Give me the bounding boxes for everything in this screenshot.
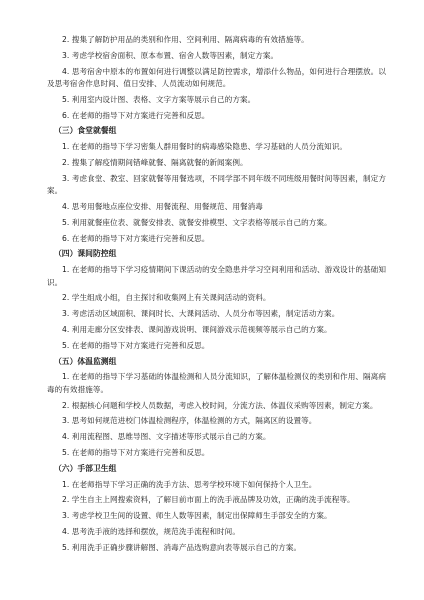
- para-lodging-5: 5. 利用室内设计图、表格、文字方案等展示自己的方案。: [62, 94, 256, 104]
- para-recess-4: 4. 利用走廊分区安排表、课间游戏说明、课间游戏示范视频等展示自己的方案。: [62, 324, 332, 334]
- para-dining-4: 4. 思考用餐地点座位安排、用餐流程、用餐规范、用餐消毒: [62, 201, 263, 211]
- para-hand-3: 3. 考虑学校卫生间的设置、师生人数等因素，制定出保障师生手部安全的方案。: [62, 511, 332, 521]
- para-hand-4: 4. 思考洗手液的选择和摆放，规范洗手流程和时间。: [62, 526, 240, 536]
- para-recess-3: 3. 考虑活动区域面积、课间时长、大课间活动、人员分布等因素，制定活动方案。: [62, 309, 340, 319]
- para-recess-2: 2. 学生组成小组，自主探讨和收集网上有关课间活动的资料。: [62, 293, 271, 303]
- para-temperature-4: 4. 利用流程图、思维导图、文字描述等形式展示自己的方案。: [62, 432, 271, 442]
- para-hand-2: 2. 学生自主上网搜索资料，了解目前市面上的洗手液品牌及功效，正确的洗手流程等。: [62, 495, 355, 505]
- section-heading-hand-hygiene: （六）手部卫生组: [54, 463, 117, 473]
- para-temperature-1: 1. 在老师的指导下学习基础的体温检测和人员分流知识，了解体温检测仪的类别和作用、隔离病毒的有效措施等。: [47, 372, 386, 394]
- para-hand-5: 5. 利用洗手正确步骤讲解图、消毒产品选购意向表等展示自己的方案。: [62, 542, 302, 552]
- para-dining-5: 5. 利用就餐座位表、就餐安排表、就餐安排模型、文字表格等展示自己的方案。: [62, 217, 332, 227]
- para-dining-6: 6. 在老师的指导下对方案进行完善和反思。: [62, 233, 210, 243]
- para-lodging-3: 3. 考虑学校宿舍面积、原本布置、宿舍人数等因素，制定方案。: [62, 50, 279, 60]
- para-dining-3: 3. 考虑食堂、教室、回家就餐等用餐选项，不同学部不同年级不同班级用餐时间等因素，制定方案。: [47, 173, 386, 196]
- section-heading-recess: （四）课间防控组: [54, 249, 117, 259]
- para-temperature-2: 2. 根据核心问题和学校人员数据，考虑入校时间，分流方法、体温仪采购等因素，制定方案。: [62, 400, 378, 410]
- para-recess-1: 1. 在老师的指导下学习疫情期间下课活动的安全隐患并学习空间利用和活动、游戏设计的基础知识。: [47, 265, 386, 287]
- para-dining-2: 2. 搜集了解疫情期间错峰就餐、隔离就餐的新闻案例。: [62, 157, 248, 167]
- para-recess-5: 5. 在老师的指导下对方案进行完善和反思。: [62, 340, 210, 350]
- para-lodging-4: 4. 思考宿舍中原本的布置如何进行调整以满足防控需求，增添什么物品，如何进行合理摆放。以及思考宿舍作息时间、值日安排、人员流动如何规范。: [47, 66, 386, 88]
- para-lodging-2: 2. 搜集了解防护用品的类别和作用、空间利用、隔离病毒的有效措施等。: [62, 35, 309, 44]
- para-dining-1: 1. 在老师的指导下学习密集人群用餐时的病毒感染隐患、学习基础的人员分流知识。: [62, 142, 347, 152]
- para-temperature-3: 3. 思考如何规范进校门体温检测程序，体温检测的方式，隔离区的设置等。: [62, 416, 317, 426]
- section-heading-dining: （三）食堂就餐组: [54, 126, 117, 136]
- para-lodging-6: 6. 在老师的指导下对方案进行完善和反思。: [62, 110, 210, 120]
- section-heading-temperature: （五）体温监测组: [54, 356, 117, 366]
- para-hand-1: 1. 在老师指导下学习正确的洗手方法、思考学校环境下如何保持个人卫生。: [62, 479, 317, 489]
- para-temperature-5: 5. 在老师的指导下对方案进行完善和反思。: [62, 447, 210, 457]
